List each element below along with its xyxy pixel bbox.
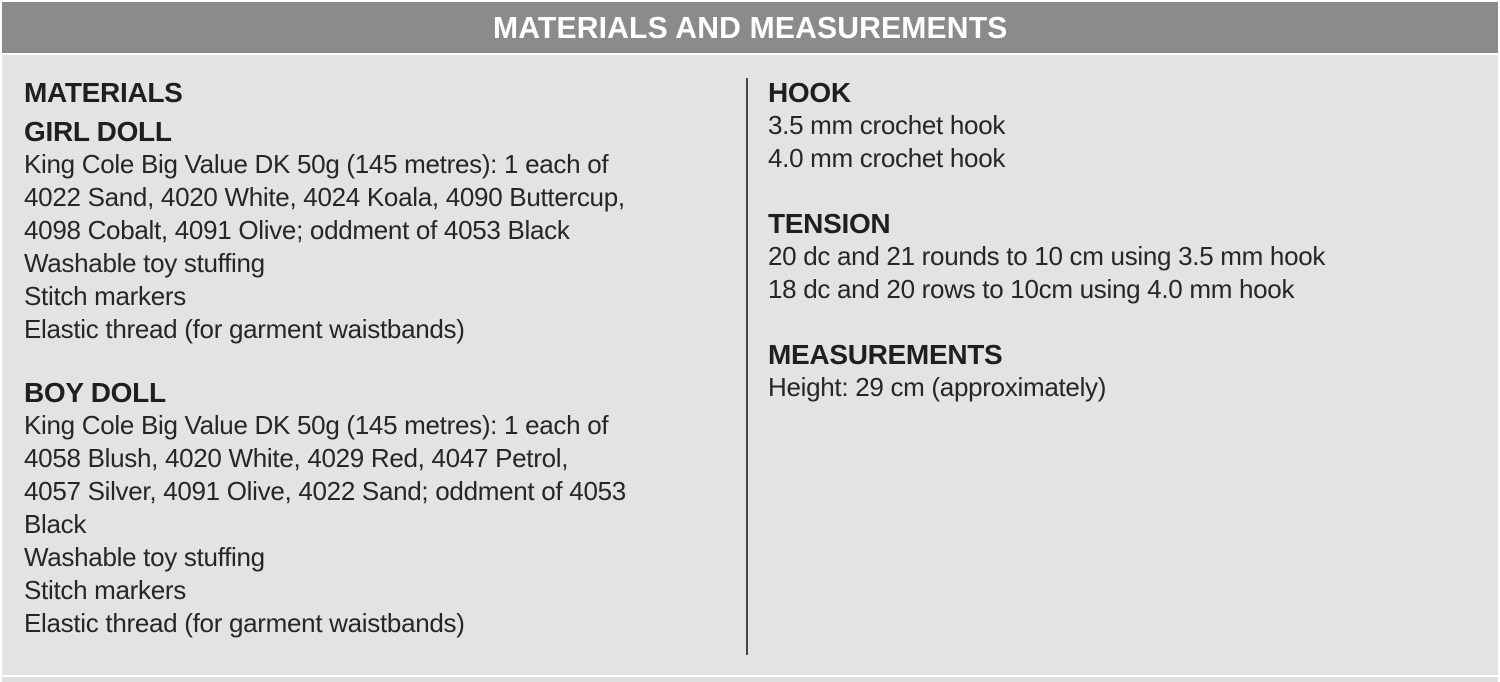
girl-doll-heading: GIRL DOLL	[24, 116, 172, 147]
materials-column	[24, 76, 729, 640]
section-header-title: MATERIALS AND MEASUREMENTS	[492, 9, 1008, 45]
specs-column	[768, 76, 1478, 404]
boy-doll-heading: BOY DOLL	[24, 377, 166, 408]
bottom-strip	[2, 677, 1498, 682]
measurements-line: Height: 29 cm (approximately)	[768, 372, 1107, 402]
boy-doll-line: Elastic thread (for garment waistbands)	[24, 608, 465, 638]
boy-doll-line: 4058 Blush, 4020 White, 4029 Red, 4047 Petrol,	[24, 443, 569, 473]
hook-section	[768, 76, 1478, 175]
hook-line: 4.0 mm crochet hook	[768, 143, 1006, 173]
measurements-heading: MEASUREMENTS	[768, 339, 1003, 370]
tension-line: 20 dc and 21 rounds to 10 cm using 3.5 mm hook	[768, 241, 1326, 271]
girl-doll-line: 4098 Cobalt, 4091 Olive; oddment of 4053 Black	[24, 215, 570, 245]
tension-line: 18 dc and 20 rows to 10cm using 4.0 mm hook	[768, 274, 1295, 304]
boy-doll-line: King Cole Big Value DK 50g (145 metres): 1 each of	[24, 410, 609, 440]
tension-heading: TENSION	[768, 208, 891, 239]
section-header-bar	[2, 2, 1498, 53]
tension-section	[768, 207, 1478, 306]
boy-doll-line: Stitch markers	[24, 575, 186, 605]
girl-doll-line: 4022 Sand, 4020 White, 4024 Koala, 4090 Buttercup,	[24, 182, 625, 212]
girl-doll-section	[24, 115, 729, 346]
girl-doll-line: Stitch markers	[24, 281, 186, 311]
boy-doll-line: Washable toy stuffing	[24, 542, 265, 572]
hook-line: 3.5 mm crochet hook	[768, 110, 1006, 140]
materials-panel	[2, 55, 1498, 675]
measurements-section	[768, 338, 1478, 404]
boy-doll-section	[24, 376, 729, 640]
girl-doll-line: Elastic thread (for garment waistbands)	[24, 314, 465, 344]
boy-doll-line: 4057 Silver, 4091 Olive, 4022 Sand; oddment of 4053	[24, 476, 626, 506]
hook-heading: HOOK	[768, 77, 851, 108]
girl-doll-line: King Cole Big Value DK 50g (145 metres): 1 each of	[24, 149, 609, 179]
girl-doll-line: Washable toy stuffing	[24, 248, 265, 278]
boy-doll-line: Black	[24, 509, 87, 539]
column-divider	[746, 78, 748, 655]
materials-heading: MATERIALS	[24, 77, 183, 108]
